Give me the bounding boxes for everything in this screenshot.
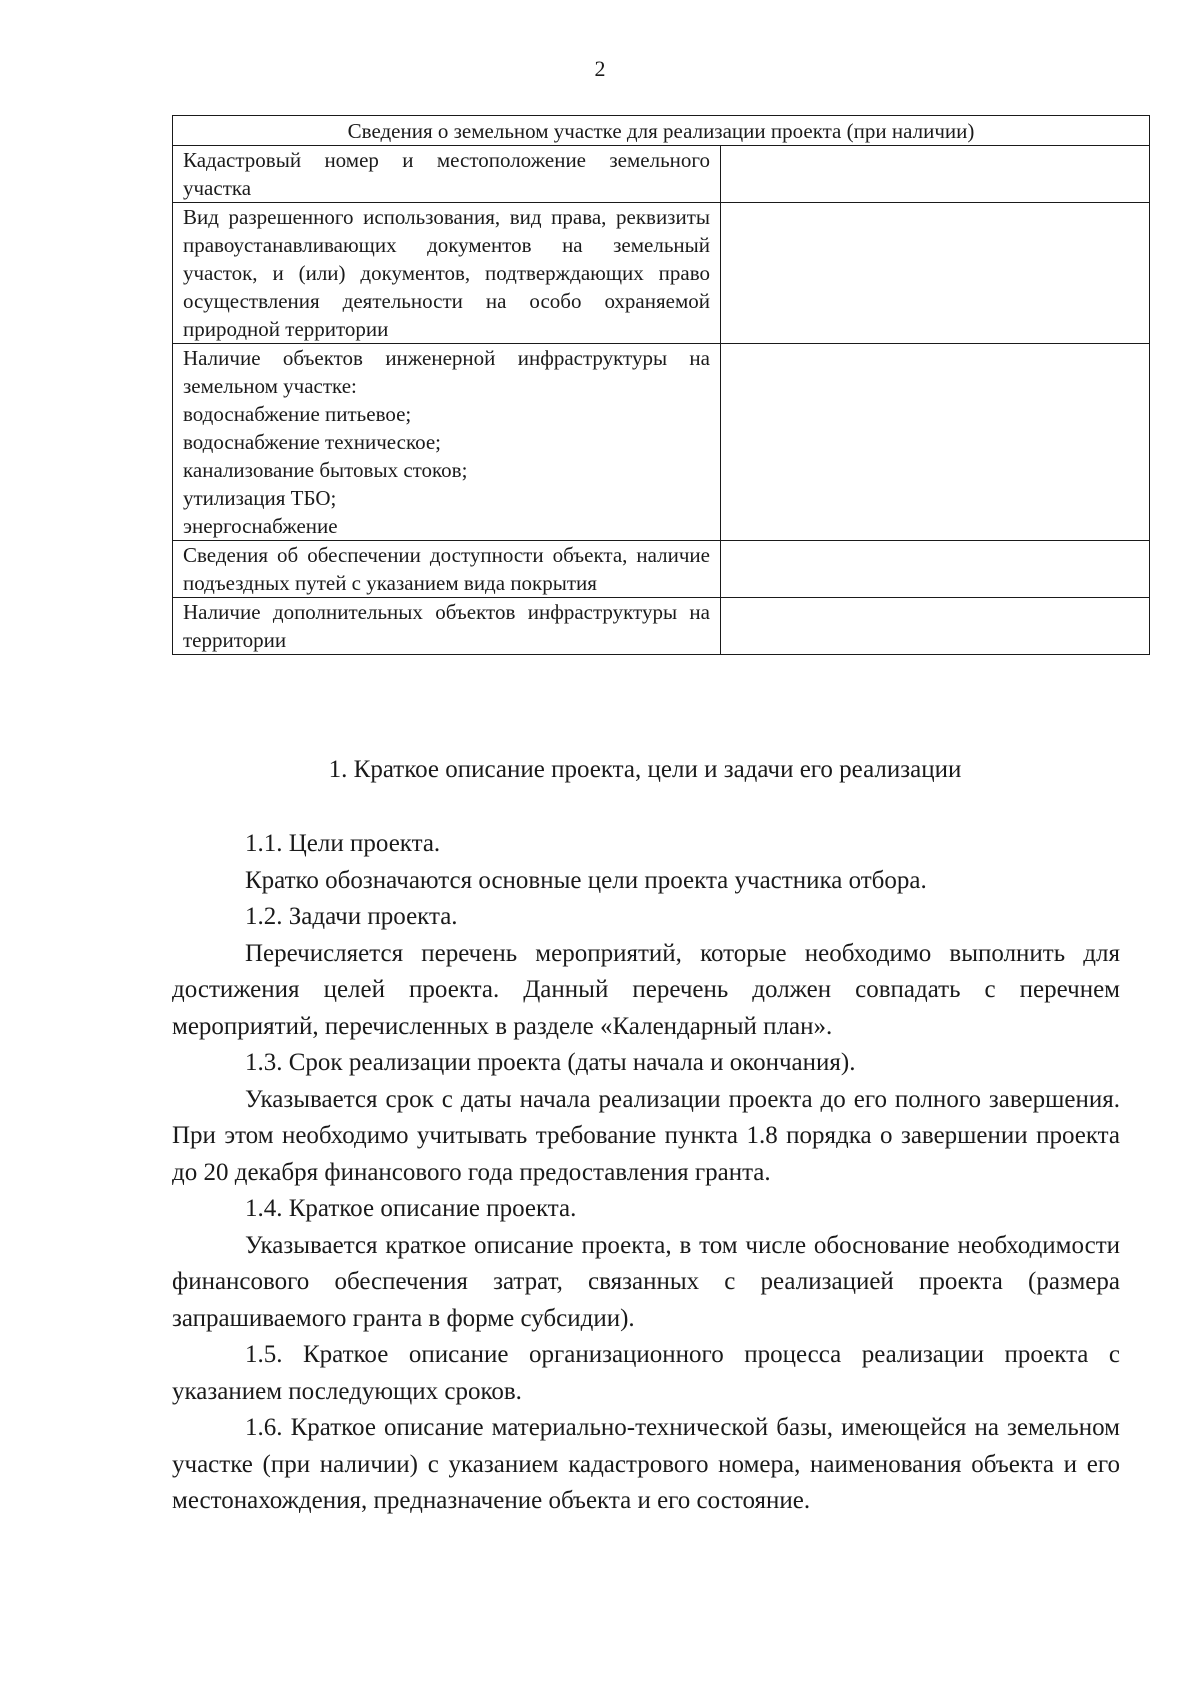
table-row-label: Вид разрешенного использования, вид права, реквизиты правоустанавливающих документов на земельный участок, и (или) документов, подтверждающих право осуществления деятельности на особо охраняемой природной территории <box>173 203 721 344</box>
table-row <box>173 146 1150 203</box>
table-header-row <box>173 116 1150 146</box>
table-row-label-infrastructure <box>173 344 721 541</box>
table-row-value <box>721 344 1150 541</box>
infrastructure-intro: Наличие объектов инженерной инфраструктуры на земельном участке: <box>183 346 710 398</box>
infrastructure-item: энергоснабжение <box>183 514 338 538</box>
section-heading: 1. Краткое описание проекта, цели и задачи его реализации <box>328 756 962 783</box>
land-plot-info-table <box>172 115 1150 655</box>
table-row-value <box>721 203 1150 344</box>
table-row-label: Сведения об обеспечении доступности объекта, наличие подъездных путей с указанием вида покрытия <box>173 541 721 598</box>
paragraph: 1.1. Цели проекта. <box>245 830 441 857</box>
table-row <box>173 344 1150 541</box>
infrastructure-item: водоснабжение техническое; <box>183 430 441 454</box>
infrastructure-item: водоснабжение питьевое; <box>183 402 412 426</box>
table-row-value <box>721 146 1150 203</box>
paragraph: 1.3. Срок реализации проекта (даты начала и окончания). <box>245 1049 856 1076</box>
section-body <box>172 826 1120 1520</box>
paragraph: 1.2. Задачи проекта. <box>245 903 458 930</box>
paragraph: Перечисляется перечень мероприятий, которые необходимо выполнить для достижения целей проекта. Данный перечень должен совпадать с перечнем мероприятий, перечисленных в разделе «Календарный план». <box>172 939 1120 1040</box>
table-row-value <box>721 541 1150 598</box>
paragraph: Указывается срок с даты начала реализации проекта до его полного завершения. При этом необходимо учитывать требование пункта 1.8 порядка о завершении проекта до 20 декабря финансового года предоставления гранта. <box>172 1085 1120 1186</box>
table-row <box>173 541 1150 598</box>
paragraph: Кратко обозначаются основные цели проекта участника отбора. <box>245 866 927 894</box>
paragraph: Указывается краткое описание проекта, в том числе обоснование необходимости финансового обеспечения затрат, связанных с реализацией проекта (размера запрашиваемого гранта в форме субсидии). <box>172 1231 1120 1332</box>
table-row <box>173 598 1150 655</box>
table-row-value <box>721 598 1150 655</box>
infrastructure-item: канализование бытовых стоков; <box>183 458 468 482</box>
table-header: Сведения о земельном участке для реализации проекта (при наличии) <box>173 116 1150 146</box>
table-row <box>173 203 1150 344</box>
table-row-label: Кадастровый номер и местоположение земельного участка <box>173 146 721 203</box>
paragraph: 1.5. Краткое описание организационного процесса реализации проекта с указанием последующих сроков. <box>172 1341 1120 1405</box>
page-number: 2 <box>594 56 606 81</box>
infrastructure-item: утилизация ТБО; <box>183 486 337 510</box>
paragraph: 1.6. Краткое описание материально-технической базы, имеющейся на земельном участке (при наличии) с указанием кадастрового номера, наименования объекта и его местонахождения, предназначение объекта и его состояние. <box>172 1414 1120 1514</box>
paragraph: 1.4. Краткое описание проекта. <box>245 1195 577 1222</box>
table-row-label: Наличие дополнительных объектов инфраструктуры на территории <box>173 598 721 655</box>
